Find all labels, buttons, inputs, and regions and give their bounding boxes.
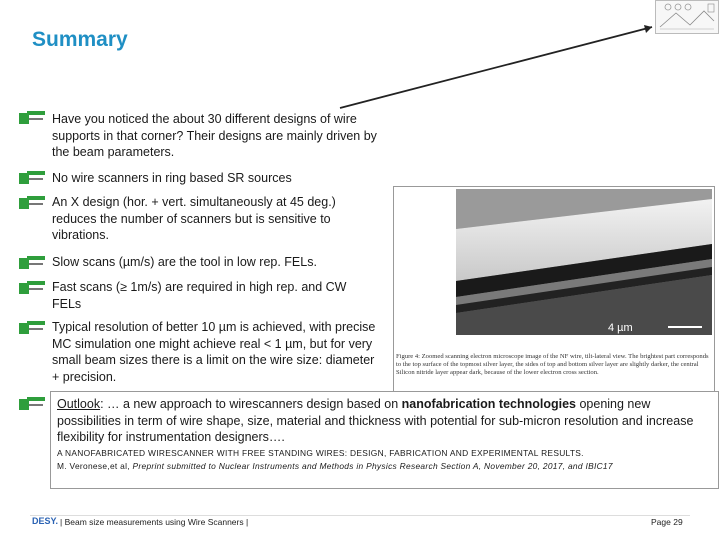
bullet-text-resolution: Typical resolution of better 10 µm is achieved, with precise MC simulation one might achieve real < 1 µm, but for very small beam sizes there is a limit on the wire size: diameter + precision. (52, 320, 376, 384)
outlook-bold: nanofabrication technologies (401, 397, 576, 411)
footer-divider (30, 515, 690, 516)
bullet-icon (19, 111, 45, 124)
bullet-icon (19, 281, 45, 294)
outlook-text (57, 396, 712, 446)
outlook-label: Outlook (57, 397, 101, 411)
bullet-text-ring: No wire scanners in ring based SR sources (52, 171, 292, 185)
bullet-text-slow-scans: Slow scans (µm/s) are the tool in low rep. FELs. (52, 255, 317, 269)
bullet-text-x-design: An X design (hor. + vert. simultaneously at 45 deg.) reduces the number of scanners but is sensitive to vibrations. (52, 195, 336, 242)
bullet-text-fast-scans: Fast scans (≥ 1m/s) are required in high rep. and CW FELs (52, 280, 347, 311)
reference-authors: M. Veronese,et al, (57, 460, 133, 471)
slide-title: Summary (32, 28, 128, 51)
sem-image (456, 189, 712, 335)
bullet-icon (19, 196, 45, 209)
outlook-text-before: : … a new approach to wirescanners design based on (100, 397, 402, 411)
bullet-icon (19, 171, 45, 184)
page-number: Page 29 (651, 517, 683, 527)
sem-figure (393, 186, 715, 400)
scale-bar-label: 4 µm (608, 322, 633, 334)
thumbnail-image (655, 0, 719, 34)
footer-title: | Beam size measurements using Wire Scanners | (60, 517, 249, 527)
thumbnail-graphic (656, 1, 718, 33)
reference-journal: Preprint submitted to Nuclear Instruments and Methods in Physics Research Section A, November 20, 2017, and IBIC17 (132, 460, 613, 471)
bullet-text-supports: Have you noticed the about 30 different designs of wire supports in that corner? Their designs are mainly driven by the beam parameters. (52, 112, 377, 159)
bullet-icon (19, 397, 45, 410)
outlook-text-after: opening new possibilities in term of wire shape, size, material and thickness with potential for sub-micron resolution and increase flexibility for instrumentation designers…. (57, 397, 694, 444)
bullet-icon (19, 321, 45, 334)
reference (57, 447, 712, 472)
figure-caption: Figure 4: Zoomed scanning electron microscope image of the NF wire, tilt-lateral view. The brightest part corresponds to the top surface of the topmost silver layer, the sides of top and bottom silver layer are slightly darker, the central Silicon nitride layer appear dark, because of the lower electron cross section. (396, 353, 709, 376)
reference-citation (57, 460, 712, 473)
outlook-box (50, 391, 719, 489)
desy-logo: DESY. (32, 516, 59, 526)
bullet-icon (19, 256, 45, 269)
reference-title: A NANOFABRICATED WIRESCANNER WITH FREE STANDING WIRES: DESIGN, FABRICATION AND EXPERIMENTAL RESULTS. (57, 448, 584, 458)
